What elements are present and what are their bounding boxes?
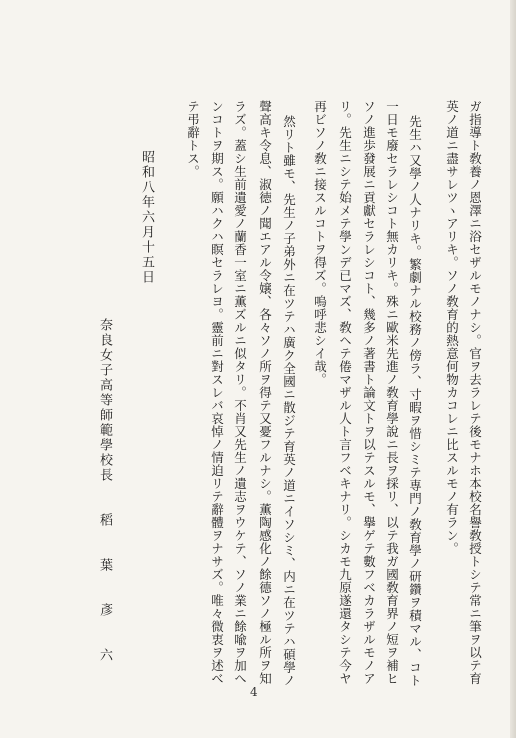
- page-number: 4: [250, 685, 258, 699]
- body-column-9: 聲高キ令息、淑徳ノ聞エアル令嬢、各々ソノ所ヲ得テ又憂フルナシ。薫陶感化ノ餘德ソノ極ル所ヲ知: [257, 100, 273, 685]
- body-column-4: 一日モ廢セラレシコト無カリキ。殊ニ歐米先進ノ敎育學說ニ長ヲ採リ、以テ我ガ國敎育界ノ短ヲ補ヒ: [384, 100, 400, 685]
- body-column-5: ソノ進歩發展ニ貢獻セラレシコト、幾多ノ著書ト論文トヲ以テスルモ、擧ゲテ數フベカラザルモノア: [361, 100, 377, 685]
- signature: 奈良女子高等師範學校長 稻 葉 彥 六: [97, 318, 112, 663]
- body-column-12: テ弔辭トス。: [185, 100, 201, 178]
- body-column-1: ガ指導ト敎養ノ恩澤ニ浴セザルモノナシ。官ヲ去ラレテ後モナホ本校名譽敎授トシテ常ニ筆ヲ以テ育: [467, 100, 483, 685]
- page-edge-shadow: [510, 0, 516, 738]
- body-column-8: 然リト雖モ、先生ノ子弟外ニ在ツテハ廣ク全國ニ散ジテ育英ノ道ニイソシミ、内ニ在ツテハ碩學ノ: [281, 115, 297, 687]
- body-column-11: ンコトヲ期ス。願ハクハ瞑セラレヨ。靈前ニ對スレバ哀悼ノ情迫リテ辭體ヲナサズ。唯々微衷ヲ述べ: [209, 100, 225, 685]
- body-column-7: 再ビソノ敎ニ接スルコトヲ得ズ。嗚呼悲シイ哉。: [312, 100, 328, 386]
- date: 昭和八年六月十五日: [139, 150, 154, 285]
- body-column-10: ラズ。蓋シ生前遺愛ノ蘭香一室ニ薫ズルニ似タリ。不肖又先生ノ遺志ヲウケテ、ソノ業ニ餘喩ヲ加へ: [232, 100, 248, 685]
- body-column-2: 英ノ道ニ盡サレツヽアリキ。ソノ敎育的熱意何物カコレニ比スルモノ有ラン。: [444, 100, 460, 555]
- body-column-6: リ。先生ニシテ始メテ學ンデ已マズ、敎ヘテ倦マザル人ト言フベキナリ。シカモ九原遂還タシテ今ヤ: [337, 100, 353, 685]
- body-column-3: 先生ハ又學ノ人ナリキ。繁劇ナル校務ノ傍ラ、寸暇ヲ惜シミテ専門ノ敎育學ノ研鑽ヲ積マル、コト: [407, 115, 423, 687]
